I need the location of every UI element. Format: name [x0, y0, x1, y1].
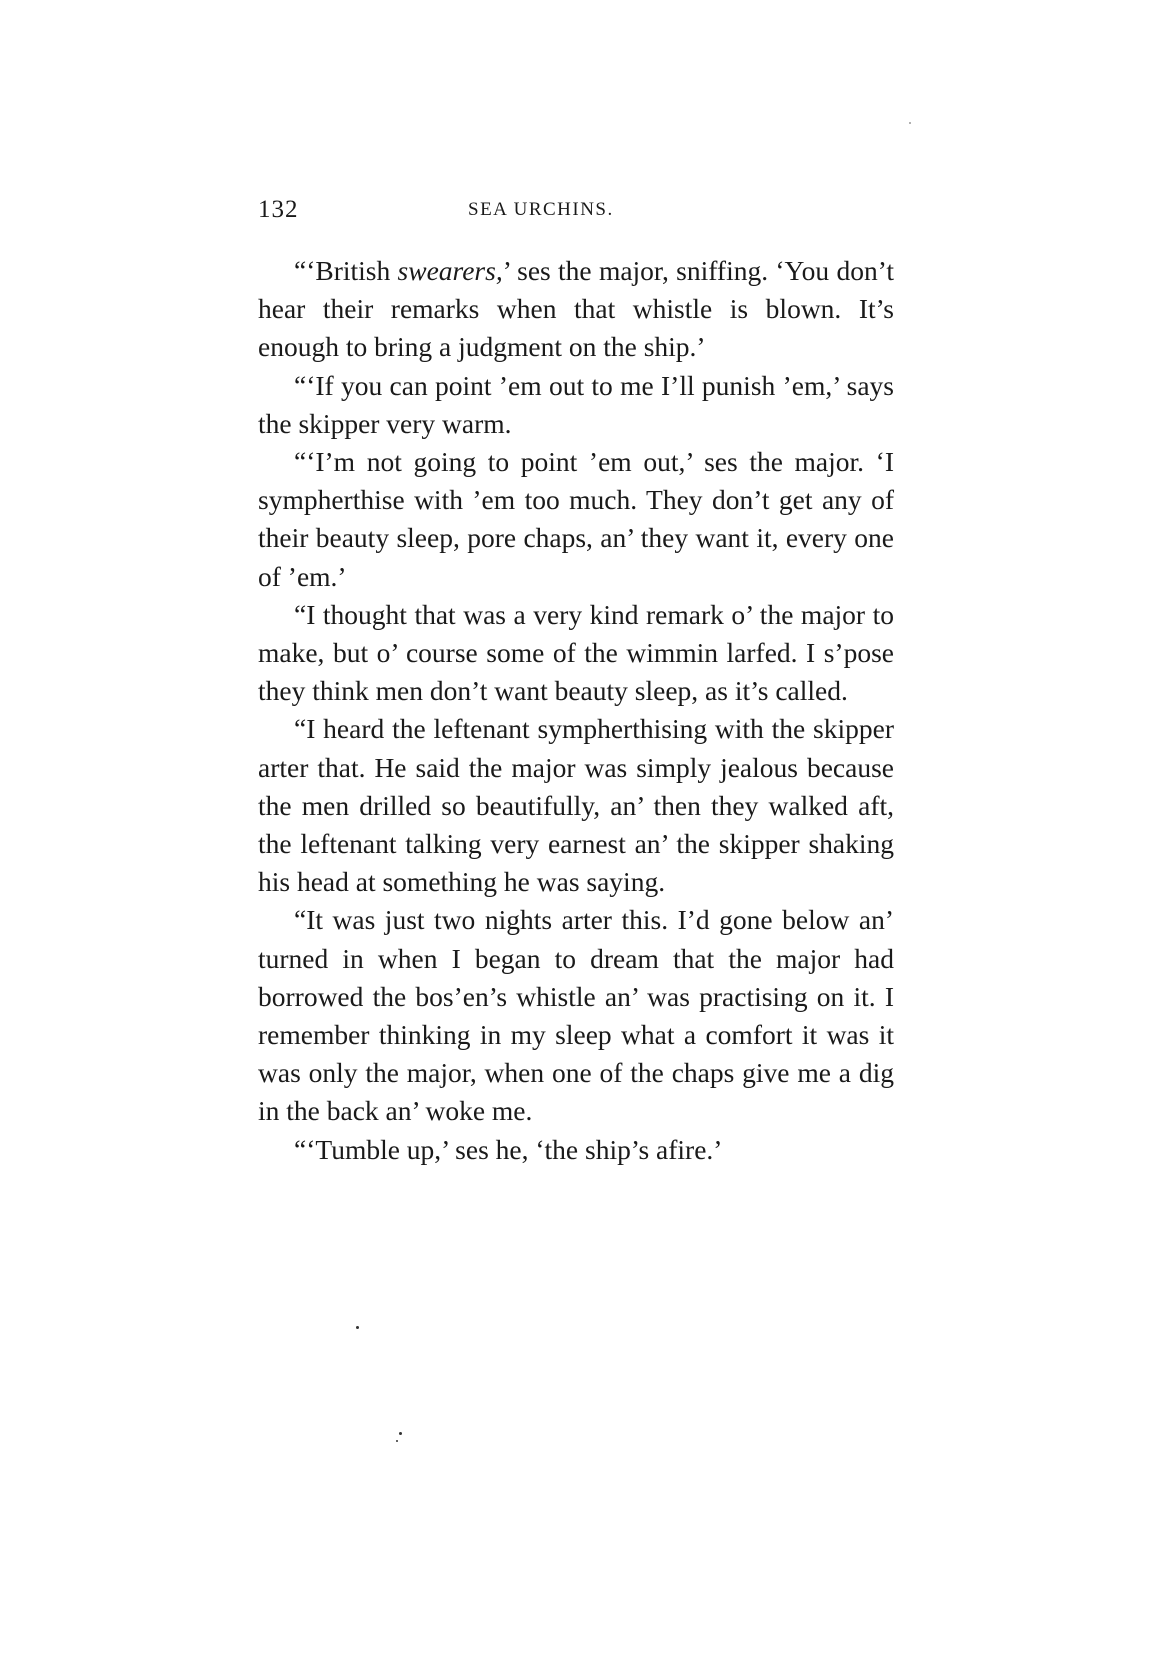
- paragraph: “I thought that was a very kind remark o’ the major to make, but o’ course some of the wimmin larfed. I s’pose they think men don’t want beauty sleep, as it’s called.: [258, 598, 894, 707]
- italic-word: swearers,: [397, 255, 503, 286]
- paragraph: “It was just two nights arter this. I’d gone below an’ turned in when I began to dream that the major had borrowed the bos’en’s whistle an’ was practising on it. I remember thinking in my sleep what a comfort it was it was only the major, when one of the chaps give me a dig in the back an’ woke me.: [258, 904, 894, 1127]
- paragraph: “‘I’m not going to point ’em out,’ ses the major. ‘I sympherthise with ’em too much. They don’t get any of their beauty sleep, pore chaps, an’ they want it, every one of ’em.’: [258, 446, 894, 592]
- paragraph: “I heard the leftenant sympherthising with the skipper arter that. He said the major was simply jealous because the men drilled so beautifully, an’ then they walked aft, the leftenant talking very earnest an’ the skipper shaking his head at something he was saying.: [258, 713, 894, 898]
- scan-speck: [909, 122, 911, 124]
- page-number: 132: [258, 196, 299, 223]
- paragraph: [258, 252, 894, 367]
- paragraph: “‘If you can point ’em out to me I’ll punish ’em,’ says the skipper very warm.: [258, 369, 894, 439]
- page-header: [258, 196, 894, 230]
- paragraph-text: ’ ses the major, sniffing. ‘You don’t hear their remarks when that whistle is blown. It’s enough to bring a judgment on the ship.’: [258, 255, 894, 363]
- body-text: [258, 252, 894, 1169]
- scan-speck: [356, 1326, 359, 1329]
- running-head: SEA URCHINS.: [468, 199, 614, 220]
- paragraph: “‘Tumble up,’ ses he, ‘the ship’s afire.’: [294, 1133, 723, 1165]
- scan-speck: [396, 1440, 398, 1442]
- scan-speck: [399, 1432, 402, 1435]
- paragraph-text: “‘British: [294, 255, 398, 286]
